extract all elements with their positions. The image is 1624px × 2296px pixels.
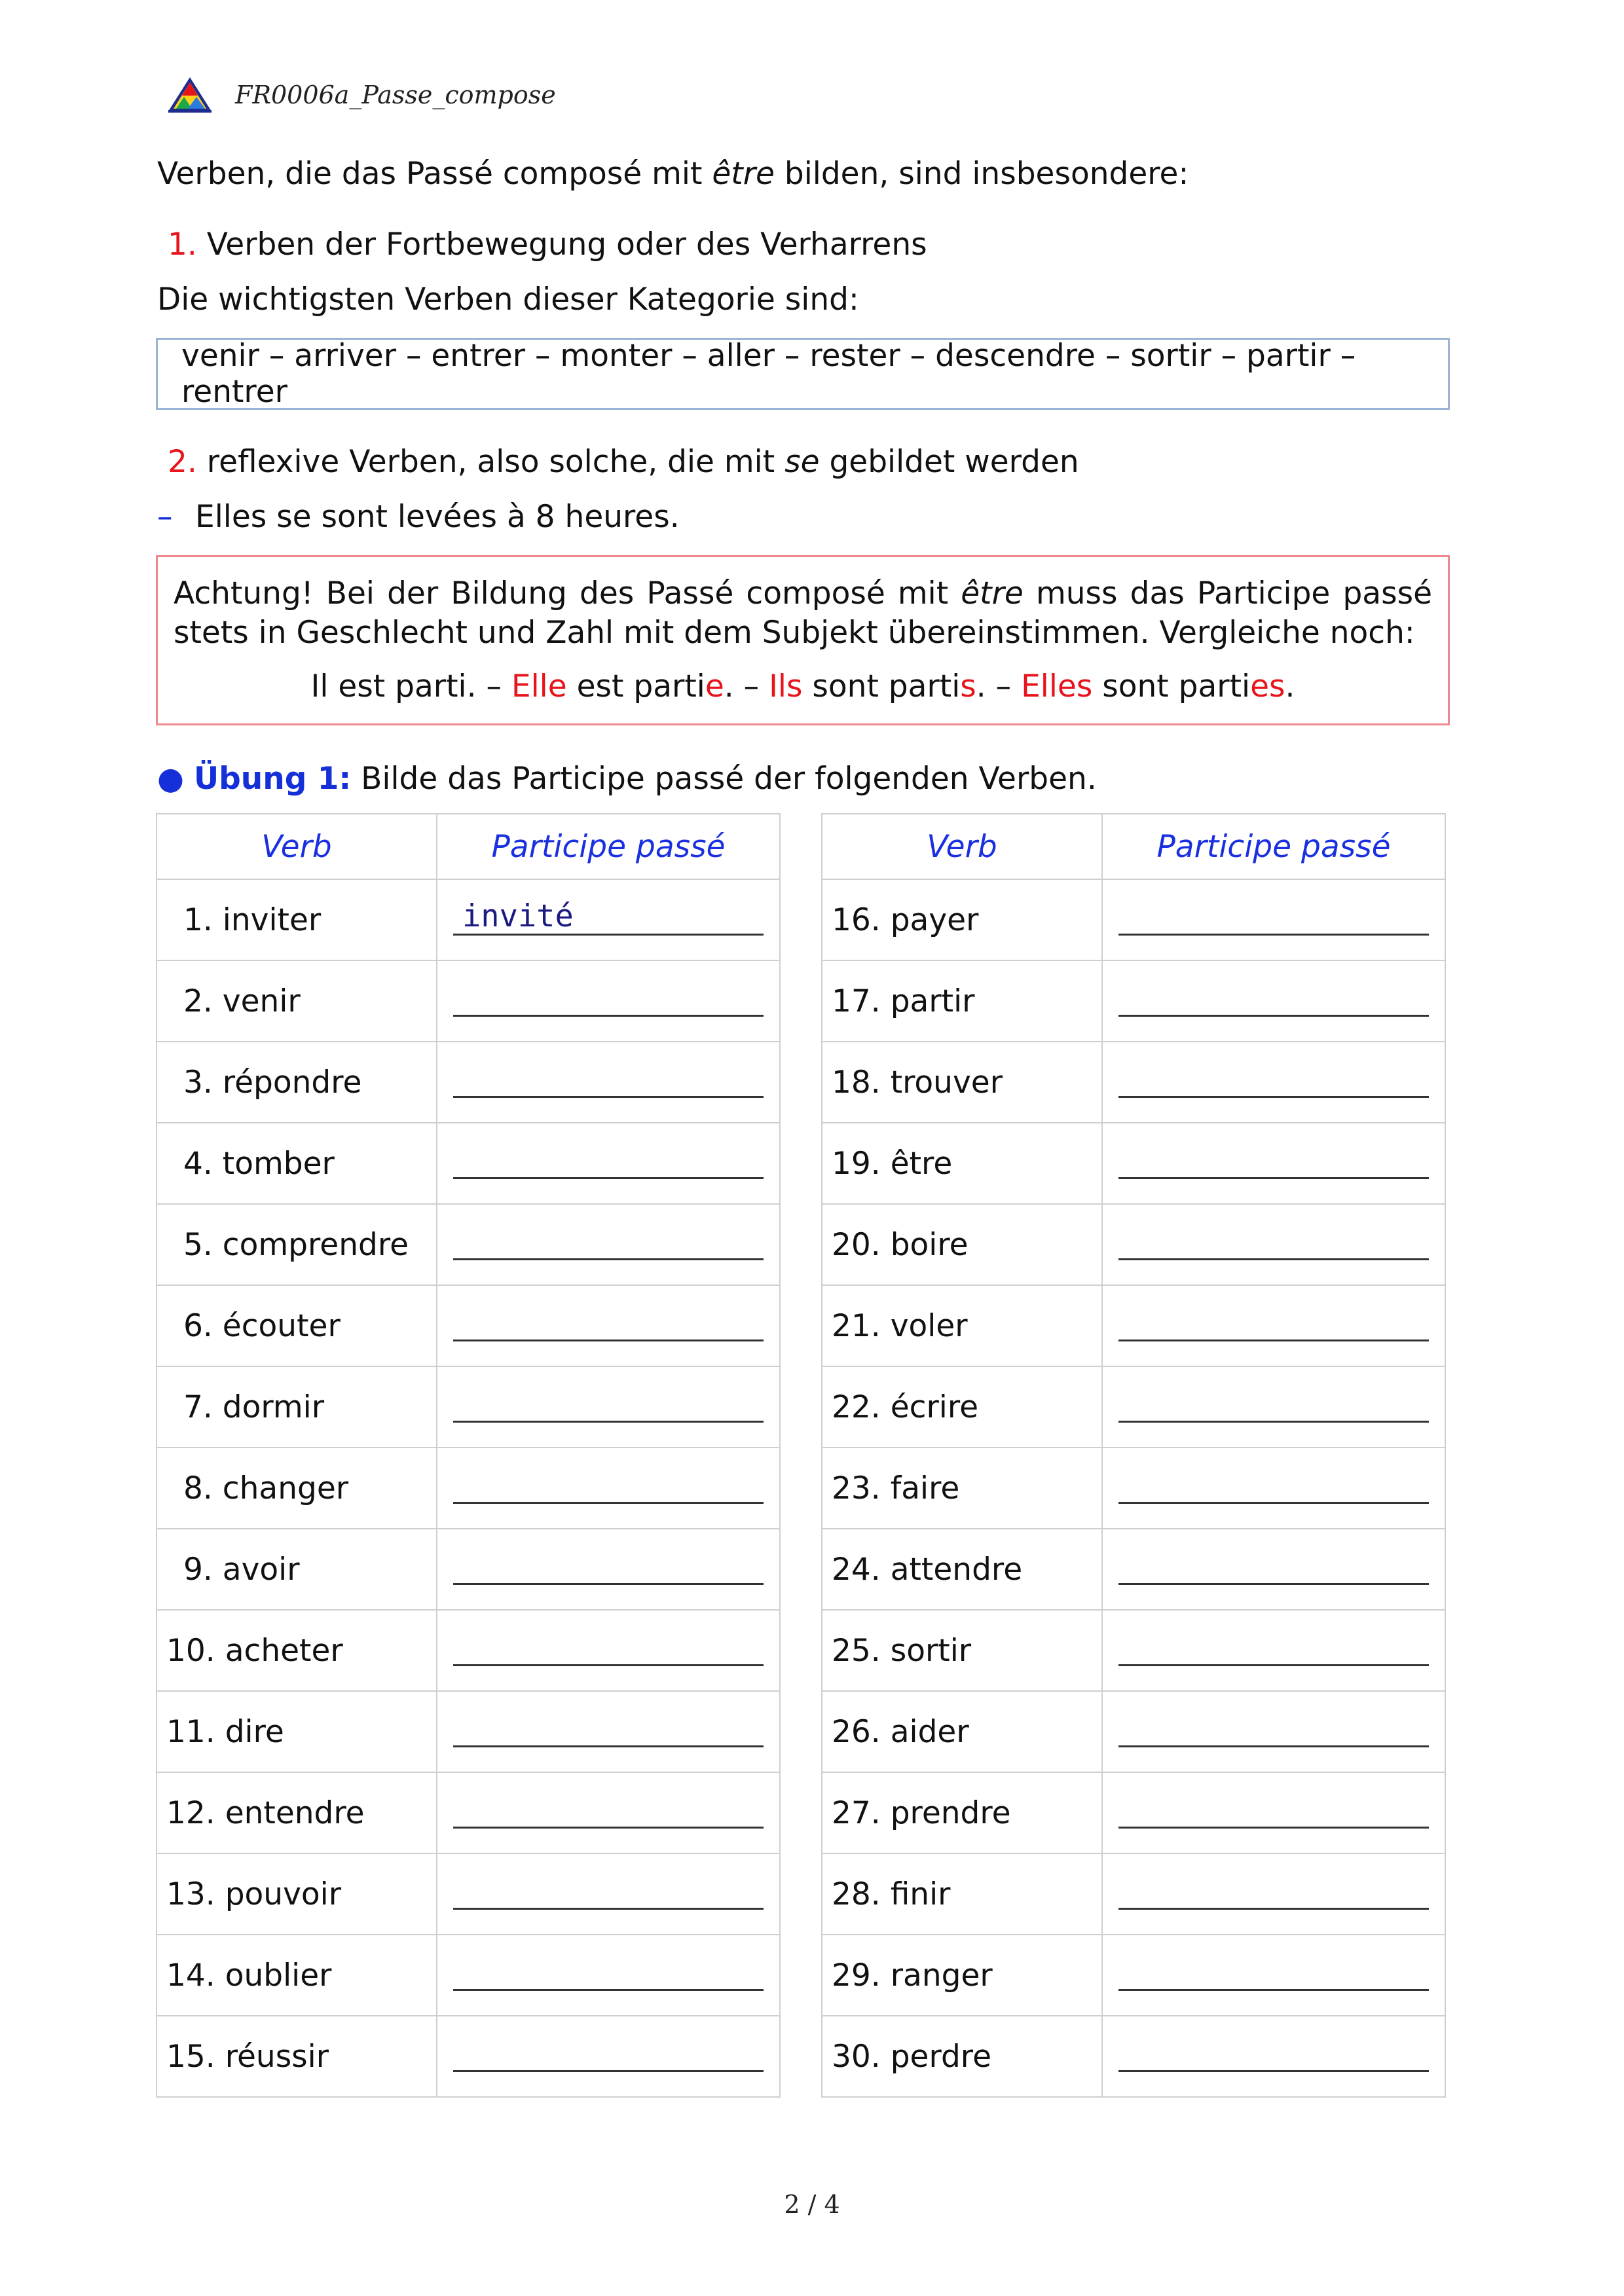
verb-infinitive: comprendre [222, 1226, 409, 1263]
answer-blank-line[interactable] [453, 2070, 764, 2072]
answer-blank-line[interactable] [453, 1502, 764, 1504]
verb-cell [157, 1285, 437, 1366]
verb-infinitive: réussir [225, 2038, 329, 2075]
answer-cell[interactable] [1102, 879, 1445, 960]
answer-blank-line[interactable] [453, 1177, 764, 1179]
answer-blank-line[interactable] [1118, 1177, 1429, 1179]
answer-cell[interactable] [437, 1123, 780, 1204]
verb-cell [822, 1935, 1102, 2016]
item-number: 20. [832, 1226, 881, 1263]
table-row [157, 1529, 780, 1610]
answer-blank-line[interactable] [1118, 1827, 1429, 1829]
answer-cell[interactable] [437, 1610, 780, 1691]
answer-blank-line[interactable] [1118, 1908, 1429, 1910]
verb-infinitive: faire [890, 1470, 960, 1506]
table-row [157, 1853, 780, 1935]
page-number: 2 / 4 [784, 2190, 840, 2219]
table-row [822, 1529, 1445, 1610]
table-row [822, 1853, 1445, 1935]
answer-blank-line[interactable] [453, 1908, 764, 1910]
verb-infinitive: trouver [890, 1064, 1003, 1101]
answer-blank-line[interactable] [1118, 2070, 1429, 2072]
verb-cell [822, 2016, 1102, 2097]
bullet-icon: ● [157, 761, 185, 797]
verb-cell [157, 960, 437, 1042]
answer-cell[interactable] [1102, 1285, 1445, 1366]
item-number: 11. [166, 1713, 215, 1750]
table-row [157, 879, 780, 960]
verb-infinitive: inviter [222, 902, 322, 938]
item-number: 12. [166, 1795, 215, 1831]
table-row [822, 879, 1445, 960]
verb-cell [157, 879, 437, 960]
answer-blank-line[interactable] [1118, 1502, 1429, 1504]
exercise-table-right [821, 813, 1446, 2098]
verb-infinitive: acheter [225, 1632, 343, 1669]
table-row [157, 1448, 780, 1529]
answer-cell[interactable] [437, 1529, 780, 1610]
answer-cell[interactable] [437, 960, 780, 1042]
verb-infinitive: payer [890, 902, 979, 938]
item-number: 28. [832, 1876, 881, 1912]
exercise-label: Übung 1: [193, 761, 352, 797]
verb-cell [822, 1691, 1102, 1772]
table-row [157, 1123, 780, 1204]
intro-text: Verben, die das Passé composé mit être bilden, sind insbesondere: [157, 156, 1189, 192]
answer-blank-line[interactable] [1118, 1989, 1429, 1991]
answer-blank-line[interactable] [1118, 1096, 1429, 1098]
answer-cell[interactable] [1102, 1204, 1445, 1285]
item-number: 18. [832, 1064, 881, 1101]
item-number: 19. [832, 1145, 881, 1182]
verb-cell [157, 1042, 437, 1123]
answer-cell[interactable] [437, 1204, 780, 1285]
verb-cell [157, 1448, 437, 1529]
verb-cell [157, 1204, 437, 1285]
table-row [822, 1935, 1445, 2016]
table-row [822, 1610, 1445, 1691]
answer-cell[interactable] [1102, 1448, 1445, 1529]
column-header-verb: Verb [822, 814, 1102, 879]
verb-cell [822, 1772, 1102, 1853]
table-row [157, 1366, 780, 1448]
answer-blank-line[interactable] [453, 1096, 764, 1098]
verb-cell [822, 960, 1102, 1042]
answer-cell[interactable] [1102, 960, 1445, 1042]
table-row [822, 1691, 1445, 1772]
answer-blank-line[interactable] [1118, 1015, 1429, 1017]
answer-blank-line[interactable] [453, 1583, 764, 1585]
answer-blank-line[interactable] [453, 1421, 764, 1423]
item-number: 14. [166, 1957, 215, 1994]
answer-cell[interactable] [437, 879, 780, 960]
answer-cell[interactable] [437, 1772, 780, 1853]
section-number: 1. [168, 227, 197, 263]
verb-cell [822, 1042, 1102, 1123]
document-id: FR0006a_Passe_compose [235, 81, 556, 109]
table-row [157, 1935, 780, 2016]
table-row [157, 1204, 780, 1285]
section1-subtitle: Die wichtigsten Verben dieser Kategorie sind: [157, 282, 859, 318]
verb-infinitive: avoir [222, 1551, 300, 1588]
verb-infinitive: répondre [222, 1064, 362, 1101]
verb-infinitive: venir [222, 983, 301, 1019]
table-row [157, 1772, 780, 1853]
table-row [822, 2016, 1445, 2097]
table-row [822, 960, 1445, 1042]
answer-blank-line[interactable] [453, 1015, 764, 1017]
answer-blank-line[interactable] [1118, 1745, 1429, 1747]
verb-infinitive: changer [222, 1470, 349, 1506]
item-number: 7. [183, 1389, 213, 1425]
item-number: 2. [183, 983, 213, 1019]
table-row [822, 1772, 1445, 1853]
verb-cell [822, 1204, 1102, 1285]
answer-blank-line[interactable] [1118, 934, 1429, 936]
item-number: 4. [183, 1145, 213, 1182]
verb-infinitive: aider [890, 1713, 969, 1750]
column-header-participle: Participe passé [1102, 814, 1445, 879]
answer-cell[interactable] [437, 1366, 780, 1448]
answer-blank-line[interactable] [453, 1827, 764, 1829]
verb-cell [157, 1529, 437, 1610]
item-number: 3. [183, 1064, 213, 1101]
verb-cell [822, 879, 1102, 960]
verb-cell [157, 2016, 437, 2097]
exercise-table-left [156, 813, 781, 2098]
answer-cell[interactable] [437, 1853, 780, 1935]
verb-cell [822, 1285, 1102, 1366]
table-row [157, 1042, 780, 1123]
agreement-examples: Il est parti. – Elle est partie. – Ils sont partis. – Elles sont parties. [310, 668, 1295, 704]
answer-cell[interactable] [437, 1042, 780, 1123]
answer-cell[interactable] [1102, 1853, 1445, 1935]
item-number: 30. [832, 2038, 881, 2075]
answer-cell[interactable] [1102, 1935, 1445, 2016]
section2-heading: 2. reflexive Verben, also solche, die mit se gebildet werden [168, 444, 1079, 480]
section-number: 2. [168, 444, 197, 480]
verb-infinitive: sortir [890, 1632, 972, 1669]
item-number: 10. [166, 1632, 215, 1669]
table-row [157, 1691, 780, 1772]
verb-cell [822, 1366, 1102, 1448]
verb-infinitive: tomber [222, 1145, 335, 1182]
verb-cell [157, 1610, 437, 1691]
section1-heading: 1. Verben der Fortbewegung oder des Verharrens [168, 227, 927, 263]
verb-infinitive: boire [890, 1226, 969, 1263]
answer-blank-line[interactable] [1118, 1339, 1429, 1341]
table-row [822, 1204, 1445, 1285]
verb-cell [157, 1691, 437, 1772]
answer-cell[interactable] [1102, 1529, 1445, 1610]
item-number: 22. [832, 1389, 881, 1425]
answer-blank-line[interactable] [453, 934, 764, 936]
verb-cell [157, 1935, 437, 2016]
item-number: 13. [166, 1876, 215, 1912]
table-row [157, 2016, 780, 2097]
answer-blank-line[interactable] [453, 1745, 764, 1747]
answer-cell[interactable] [1102, 1042, 1445, 1123]
table-row [822, 1285, 1445, 1366]
item-number: 6. [183, 1307, 213, 1344]
answer-blank-line[interactable] [1118, 1583, 1429, 1585]
item-number: 15. [166, 2038, 215, 2075]
colorful-pyramid-logo-icon [167, 76, 213, 114]
item-number: 21. [832, 1307, 881, 1344]
verb-infinitive: perdre [890, 2038, 991, 2075]
column-header-verb: Verb [157, 814, 437, 879]
item-number: 27. [832, 1795, 881, 1831]
answer-cell[interactable] [1102, 1366, 1445, 1448]
verb-infinitive: oublier [225, 1957, 332, 1994]
verb-cell [822, 1853, 1102, 1935]
table-row [157, 1610, 780, 1691]
answer-cell[interactable] [437, 1935, 780, 2016]
verb-infinitive: écouter [222, 1307, 341, 1344]
answer-blank-line[interactable] [1118, 1421, 1429, 1423]
verb-infinitive: ranger [890, 1957, 993, 1994]
column-header-participle: Participe passé [437, 814, 780, 879]
answer-cell[interactable] [1102, 1772, 1445, 1853]
answer-blank-line[interactable] [1118, 1258, 1429, 1260]
verb-infinitive: dire [225, 1713, 284, 1750]
answer-text[interactable]: invité [462, 898, 574, 934]
answer-cell[interactable] [1102, 2016, 1445, 2097]
answer-blank-line[interactable] [453, 1339, 764, 1341]
verb-cell [822, 1529, 1102, 1610]
answer-cell[interactable] [437, 1285, 780, 1366]
verb-cell [822, 1123, 1102, 1204]
verb-infinitive: attendre [890, 1551, 1023, 1588]
answer-blank-line[interactable] [453, 1664, 764, 1666]
answer-cell[interactable] [437, 1448, 780, 1529]
answer-cell[interactable] [437, 1691, 780, 1772]
item-number: 9. [183, 1551, 213, 1588]
verb-cell [822, 1448, 1102, 1529]
verb-infinitive: entendre [225, 1795, 365, 1831]
verb-infinitive: partir [890, 983, 975, 1019]
table-row [157, 960, 780, 1042]
item-number: 1. [183, 902, 213, 938]
verb-cell [157, 1123, 437, 1204]
verb-infinitive: écrire [890, 1389, 979, 1425]
item-number: 26. [832, 1713, 881, 1750]
table-row [822, 1366, 1445, 1448]
item-number: 16. [832, 902, 881, 938]
answer-blank-line[interactable] [1118, 1664, 1429, 1666]
verb-infinitive: finir [890, 1876, 951, 1912]
item-number: 24. [832, 1551, 881, 1588]
section2-example: – Elles se sont levées à 8 heures. [157, 498, 680, 537]
warning-box [156, 555, 1450, 725]
verb-cell [822, 1610, 1102, 1691]
item-number: 29. [832, 1957, 881, 1994]
item-number: 8. [183, 1470, 213, 1506]
verb-cell [157, 1366, 437, 1448]
item-number: 17. [832, 983, 881, 1019]
verb-cell [157, 1772, 437, 1853]
table-row [822, 1042, 1445, 1123]
item-number: 5. [183, 1226, 213, 1263]
verb-list: venir – arriver – entrer – monter – aller – rester – descendre – sortir – partir – rentrer [181, 338, 1356, 410]
warning-text: Achtung! Bei der Bildung des Passé composé mit être muss das Participe passé stets in Geschlecht und Zahl mit dem Subjekt übereinstimmen. Vergleiche noch: [174, 575, 1432, 651]
verb-list-box [156, 338, 1450, 410]
item-number: 25. [832, 1632, 881, 1669]
table-row [822, 1123, 1445, 1204]
verb-infinitive: voler [890, 1307, 968, 1344]
answer-cell[interactable] [1102, 1610, 1445, 1691]
verb-infinitive: prendre [890, 1795, 1011, 1831]
dash-bullet: – [157, 499, 173, 535]
answer-cell[interactable] [1102, 1691, 1445, 1772]
verb-infinitive: être [890, 1145, 953, 1182]
item-number: 23. [832, 1470, 881, 1506]
answer-blank-line[interactable] [453, 1989, 764, 1991]
verb-infinitive: pouvoir [225, 1876, 342, 1912]
answer-cell[interactable] [1102, 1123, 1445, 1204]
exercise-title: ● Übung 1: Bilde das Participe passé der folgenden Verben. [157, 761, 1097, 797]
answer-blank-line[interactable] [453, 1258, 764, 1260]
answer-cell[interactable] [437, 2016, 780, 2097]
table-row [822, 1448, 1445, 1529]
verb-infinitive: dormir [222, 1389, 325, 1425]
table-row [157, 1285, 780, 1366]
page-header [167, 72, 556, 118]
verb-cell [157, 1853, 437, 1935]
